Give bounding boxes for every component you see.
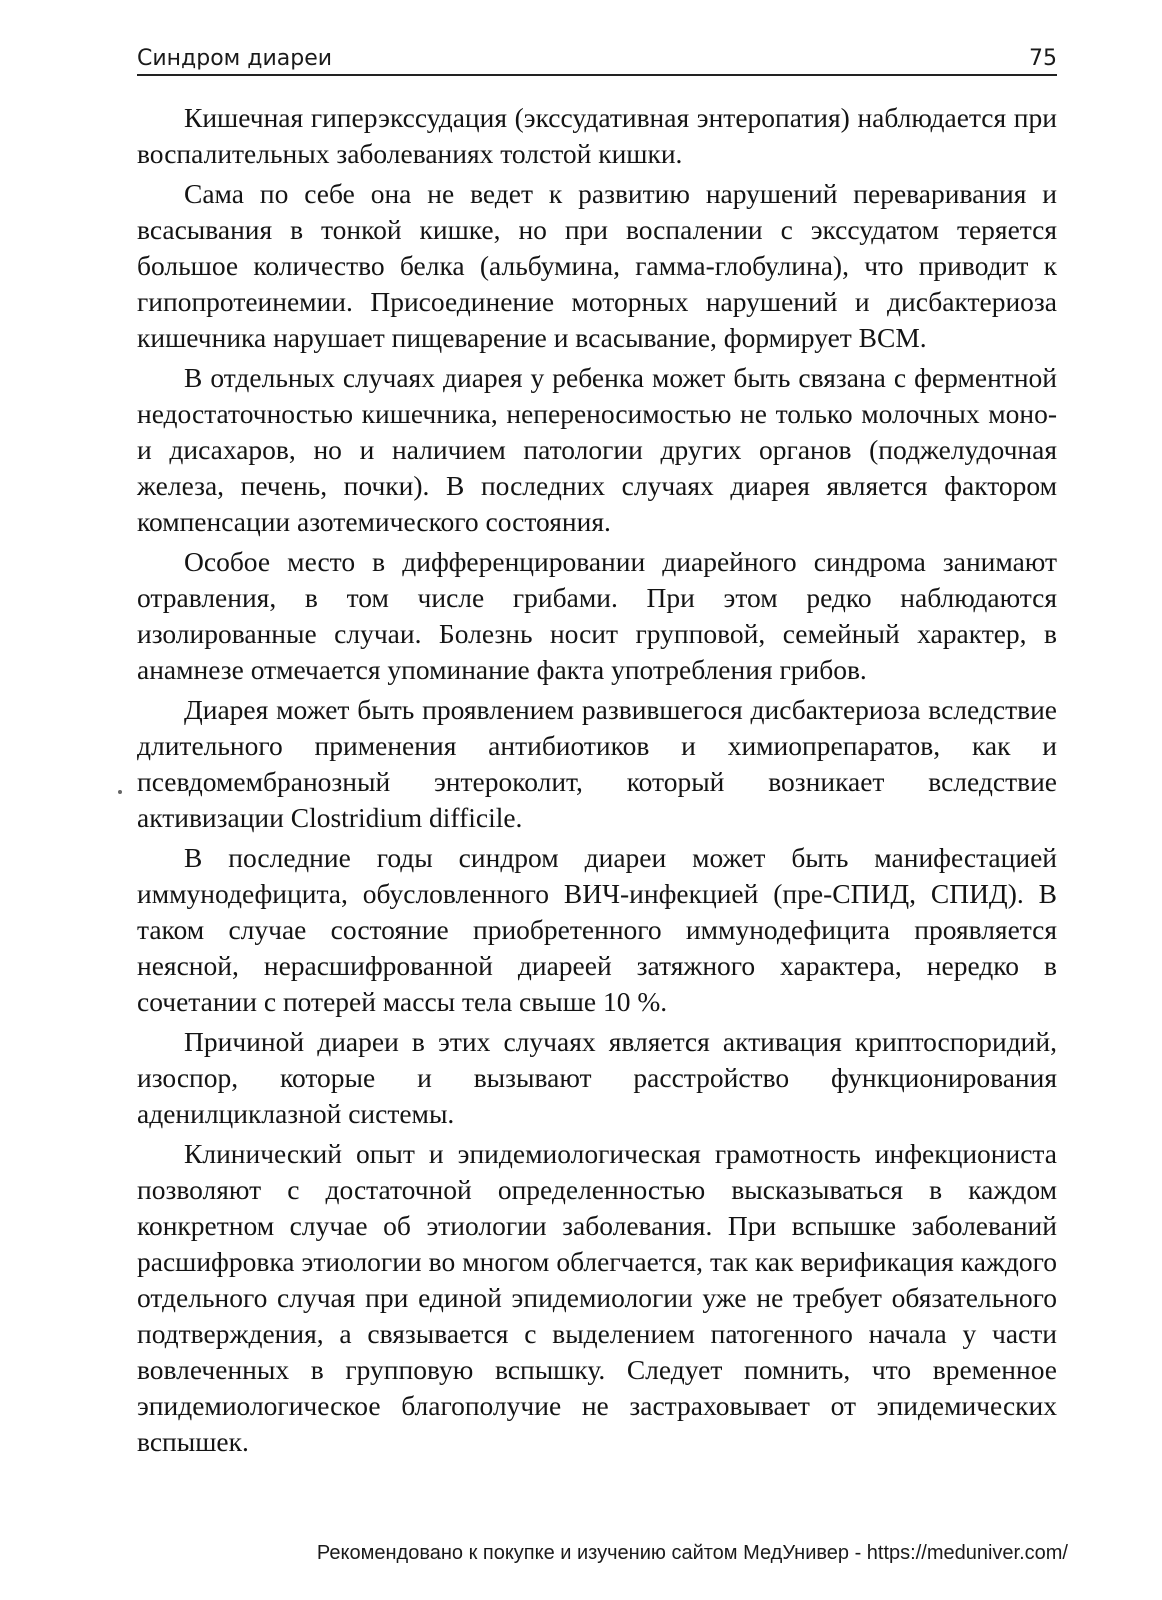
body-text bbox=[137, 100, 1057, 1464]
paragraph: Причиной диареи в этих случаях является активация криптоспоридий, изоспор, которые и вызывают расстройство функционирования аденилциклазной системы. bbox=[137, 1026, 1057, 1129]
scan-speck bbox=[118, 790, 122, 794]
footer-note-text: Рекомендовано к покупке и изучению сайтом МедУнивер - https://meduniver.com/ bbox=[316, 1542, 1068, 1564]
paragraph: Сама по себе она не ведет к развитию нарушений переваривания и всасывания в тонкой кишке, но при воспалении с экссудатом теряется большое количество белка (альбумина, гамма-глобулина), что приводит к гипопротеинемии. Присоединение моторных нарушений и дисбактериоза кишечника нарушает пищеварение и всасывание, формирует ВСМ. bbox=[137, 178, 1057, 353]
paragraph: Кишечная гиперэкссудация (экссудативная энтеропатия) наблюдается при воспалительных заболеваниях толстой кишки. bbox=[137, 102, 1057, 169]
paragraph: Особое место в дифференцировании диарейного синдрома занимают отравления, в том числе грибами. При этом редко наблюдаются изолированные случаи. Болезнь носит групповой, семейный характер, в анамнезе отмечается упоминание факта употребления грибов. bbox=[137, 546, 1057, 685]
footer-note bbox=[0, 1542, 1162, 1572]
running-header bbox=[137, 40, 1057, 76]
paragraph: Диарея может быть проявлением развившегося дисбактериоза вследствие длительного применения антибиотиков и химиопрепаратов, как и псевдомембранозный энтероколит, который возникает вследствие активизации Clostridium difficile. bbox=[137, 694, 1057, 833]
page-number: 75 bbox=[1029, 46, 1057, 71]
paragraph: В последние годы синдром диареи может быть манифестацией иммунодефицита, обусловленного ВИЧ-инфекцией (пре-СПИД, СПИД). В таком случае состояние приобретенного иммунодефицита проявляется неясной, нерасшифрованной диареей затяжного характера, нередко в сочетании с потерей массы тела свыше 10 %. bbox=[137, 842, 1057, 1017]
paragraph: Клинический опыт и эпидемиологическая грамотность инфекциониста позволяют с достаточной определенностью высказываться в каждом конкретном случае об этиологии заболевания. При вспышке заболеваний расшифровка этиологии во многом облегчается, так как верификация каждого отдельного случая при единой эпидемиологии уже не требует обязательного подтверждения, а связывается с выделением патогенного начала у части вовлеченных в групповую вспышку. Следует помнить, что временное эпидемиологическое благополучие не застраховывает от эпидемических вспышек. bbox=[137, 1138, 1057, 1457]
section-title: Синдром диареи bbox=[137, 46, 333, 71]
paragraph: В отдельных случаях диарея у ребенка может быть связана с ферментной недостаточностью кишечника, непереносимостью не только молочных моно- и дисахаров, но и наличием патологии других органов (поджелудочная железа, печень, почки). В последних случаях диарея является фактором компенсации азотемического состояния. bbox=[137, 362, 1057, 537]
